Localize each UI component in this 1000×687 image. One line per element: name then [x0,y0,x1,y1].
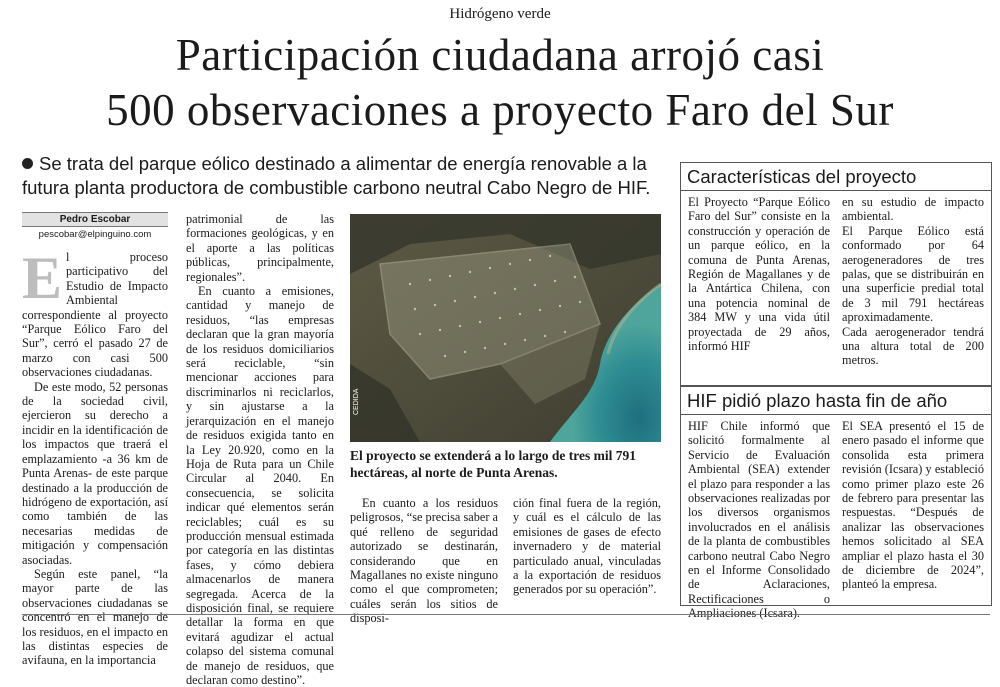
section-kicker: Hidrógeno verde [449,6,551,22]
article-paragraph: patrimonial de las formaciones geológicas, y en el aporte a las políticas públicas, principalmente, regionales”. [186,212,334,284]
aerial-photo-image [350,214,661,442]
headline-line-1: Participación ciudadana arrojó casi [175,30,825,80]
article-paragraph: l proceso participativo del Estudio de Impacto Ambiental correspondiente al proyecto “Parque Eólico Faro del Sur”, cerró el pasado 27 de marzo con casi 500 observaciones ciudadanas. [22,250,168,380]
photo-caption: El proyecto se extenderá a lo largo de tres mil 791 hectáreas, al norte de Punta Arenas. [350,448,636,480]
sidebar-paragraph: en su estudio de impacto ambiental. [842,195,984,224]
article-paragraph: En cuanto a emisiones, cantidad y manejo de residuos, “las empresas declaran que la gran mayoría de los residuos domiciliarios será reciclable, “sin mencionar acciones para discriminarlos ni reciclarlos, y sin ajustarse a la jerarquización en el manejo de residuos exigida tanto en la Ley 20.920, como en la Hoja de Ruta para un Chile Circular al 2040. En consecuencia, se solicita indicar qué elementos serán reciclables; cuál es su producción mensual estimada por categoría en las distintas fases, y cómo debiera almacenarlos de manera segregada. Acerca de la disposición final, se requiere detallar la forma en que evitará agudizar el actual colapso del sistema comunal de manejo de residuos, que declaran como destino”. [186,284,334,687]
bullet-icon [22,158,33,169]
sidebar-title: Características del proyecto [681,163,991,191]
headline-line-2: 500 observaciones a proyecto Faro del Sur [106,85,894,135]
deck-text: Se trata del parque eólico destinado a alimentar de energía renovable a la futura planta productora de combustible carbono neutral Cabo Negro de HIF. [22,153,651,198]
sidebar-column [688,195,830,368]
photo-credit: CEDIDA [353,388,360,415]
sidebar-paragraph: El Proyecto “Parque Eólico Faro del Sur” consiste en la construcción y operación de un parque eólico, en la comuna de Punta Arenas, Región de Magallanes y de la Antártica Chilena, con una potencia nominal de 384 MW y una vida útil proyectada de 29 años, informó HIF [688,195,830,354]
page-bottom-rule [22,614,990,615]
article-paragraph: ción final fuera de la región, y cuál es el cálculo de las emisiones de gases de efecto invernadero y de material particulado anual, vinculadas a la exportación de residuos generados por su operación”. [513,496,661,597]
sidebar-column [842,419,984,621]
author-email[interactable]: pescobar@elpinguino.com [38,229,152,240]
article-column-3 [350,496,498,626]
deck-summary [22,152,672,200]
aerial-photo [350,214,661,442]
sidebar-column [842,195,984,368]
article-column-4 [513,496,661,597]
article-column-2 [186,212,334,687]
sidebar-paragraph: El Parque Eólico está conformado por 64 aerogeneradores de tres palas, que se distribuirán en una superficie predial total de 3 mil 791 hectáreas aproximadamente. [842,223,984,325]
sidebar-project-features [680,162,992,386]
byline [22,212,168,240]
headline [0,28,1000,138]
sidebar-hif-deadline [680,386,992,621]
author-name: Pedro Escobar [22,212,168,227]
sidebar-paragraph: HIF Chile informó que solicitó formalmente al Servicio de Evaluación Ambiental (SEA) extender el plazo para responder a las observaciones realizadas por los diversos organismos involucrados en el análisis de la planta de combustibles carbono neutral Cabo Negro en el Informe Consolidado de Aclaraciones, Rectificaciones o Ampliaciones (Icsara). [688,419,830,621]
article-paragraph: Según este panel, “la mayor parte de las observaciones ciudadanas se concentró en el manejo de los residuos, en el impacto en las distintas especies de avifauna, en la importancia [22,566,168,668]
article-column-1 [22,245,168,668]
drop-cap: E [22,245,63,311]
sidebar-title: HIF pidió plazo hasta fin de año [681,387,991,415]
sidebar-column [688,419,830,621]
article-paragraph: En cuanto a los residuos peligrosos, “se precisa saber a qué relleno de seguridad autorizado se destinarán, considerando que en Magallanes no existe ninguno como el que comprometen; cuáles serán los sitios de disposi- [350,496,498,626]
sidebar-paragraph: El SEA presentó el 15 de enero pasado el informe que consolida esta primera revisión (Icsara) y estableció como primer plazo este 26 de febrero para presentar las respuestas. “Después de analizar las observaciones hemos solicitado al SEA ampliar el plazo hasta el 30 de diciembre de 2024”, planteó la empresa. [842,419,984,592]
sidebar-paragraph: Cada aerogenerador tendrá una altura total de 200 metros. [842,324,984,368]
article-paragraph: De este modo, 52 personas de la sociedad civil, ejercieron su derecho a incidir en la identificación de los impactos que traerá el emplazamiento -a 36 km de Punta Arenas- de este parque destinado a la producción de hidrógeno de exportación, así como también de las necesarias medidas de mitigación y compensación asociadas. [22,379,168,567]
